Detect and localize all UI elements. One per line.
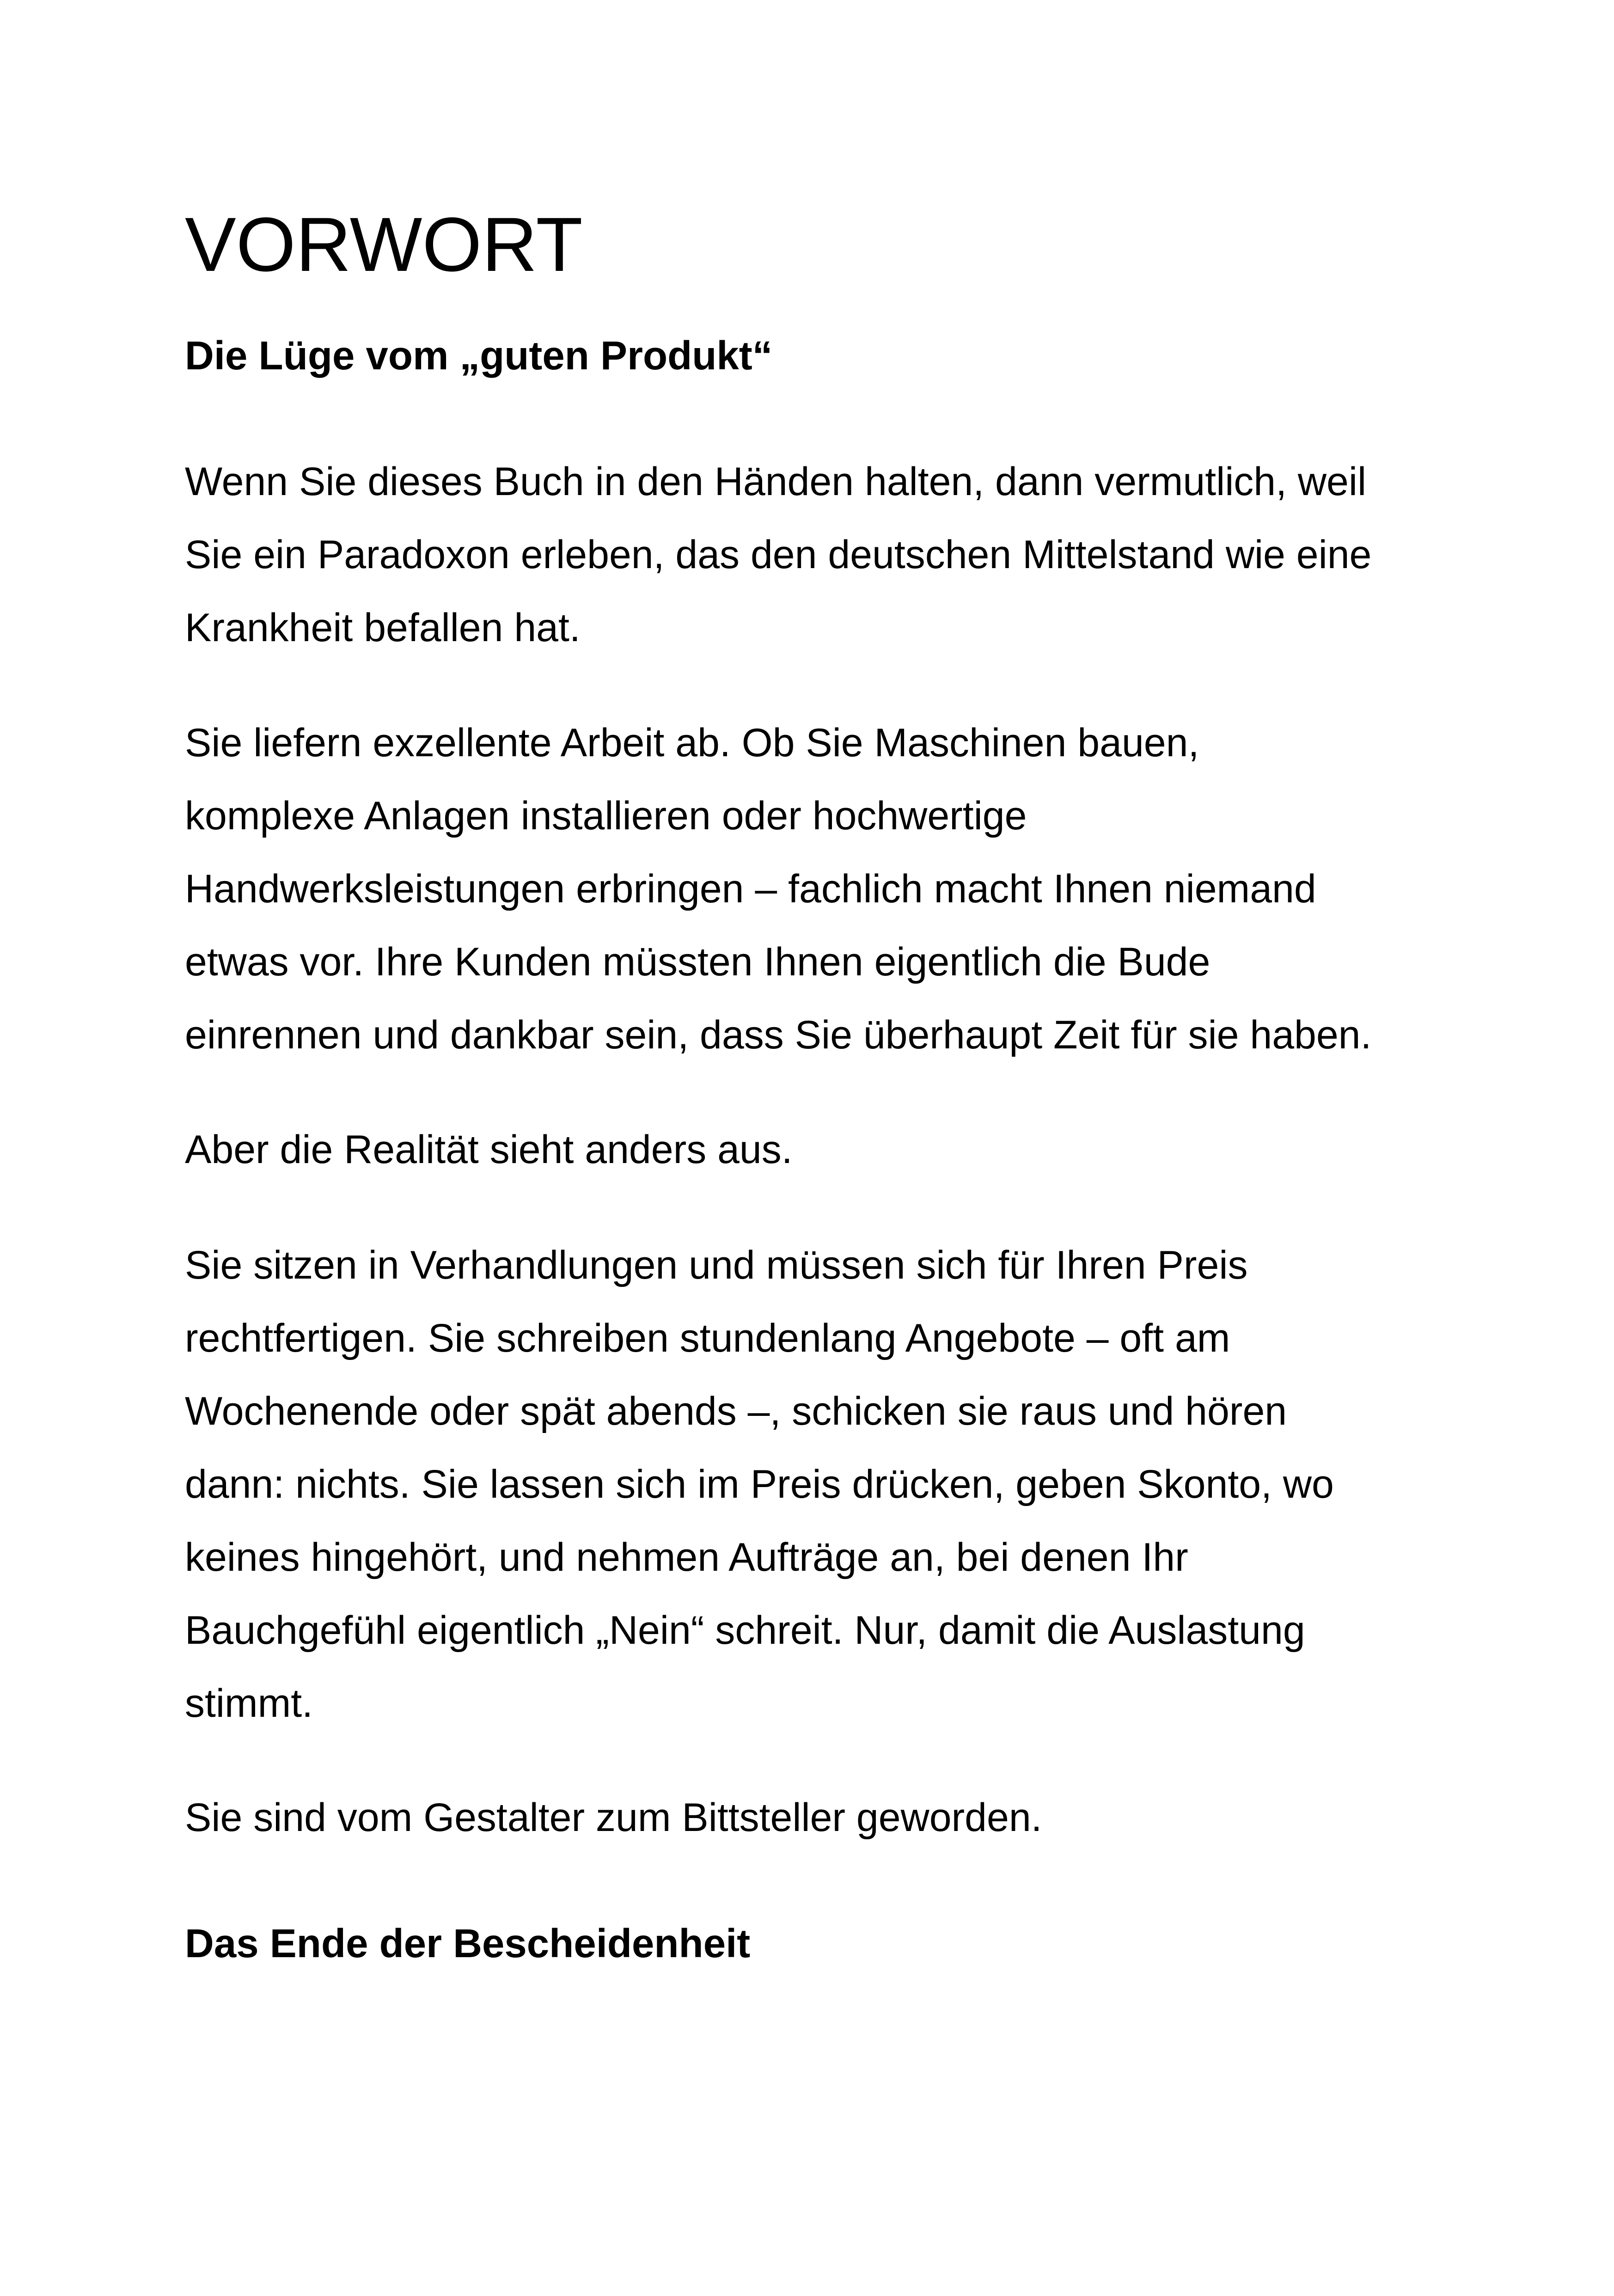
paragraph-line: Sie sind vom Gestalter zum Bittsteller geworden. bbox=[185, 1795, 1042, 1840]
paragraph-line: stimmt. bbox=[185, 1681, 313, 1726]
paragraph-line: keines hingehört, und nehmen Aufträge an, bei denen Ihr bbox=[185, 1535, 1188, 1580]
paragraph-1 bbox=[185, 445, 1371, 664]
paragraph-line: Handwerksleistungen erbringen – fachlich macht Ihnen niemand bbox=[185, 867, 1316, 911]
paragraph-line: etwas vor. Ihre Kunden müssten Ihnen eigentlich die Bude bbox=[185, 940, 1210, 984]
paragraph-line: dann: nichts. Sie lassen sich im Preis drücken, geben Skonto, wo bbox=[185, 1462, 1334, 1506]
paragraph-line: rechtfertigen. Sie schreiben stundenlang Angebote – oft am bbox=[185, 1316, 1230, 1360]
paragraph-line: Sie liefern exzellente Arbeit ab. Ob Sie Maschinen bauen, bbox=[185, 721, 1199, 765]
paragraph-2 bbox=[185, 706, 1371, 1071]
section-heading-bescheidenheit: Das Ende der Bescheidenheit bbox=[185, 1921, 751, 1966]
page-title: VORWORT bbox=[185, 202, 583, 288]
paragraph-line: Sie sitzen in Verhandlungen und müssen sich für Ihren Preis bbox=[185, 1243, 1248, 1287]
section-heading-luege: Die Lüge vom „guten Produkt“ bbox=[185, 333, 773, 378]
paragraph-4 bbox=[185, 1229, 1334, 1740]
paragraph-line: Wochenende oder spät abends –, schicken sie raus und hören bbox=[185, 1389, 1287, 1433]
paragraph-line: Krankheit befallen hat. bbox=[185, 606, 581, 650]
paragraph-line: einrennen und dankbar sein, dass Sie überhaupt Zeit für sie haben. bbox=[185, 1013, 1372, 1057]
paragraph-line: Sie ein Paradoxon erleben, das den deutschen Mittelstand wie eine bbox=[185, 533, 1372, 577]
paragraph-line: Aber die Realität sieht anders aus. bbox=[185, 1127, 793, 1172]
paragraph-line: Wenn Sie dieses Buch in den Händen halten, dann vermutlich, weil bbox=[185, 459, 1367, 504]
paragraph-3 bbox=[185, 1113, 793, 1186]
paragraph-5 bbox=[185, 1781, 1042, 1854]
paragraph-line: Bauchgefühl eigentlich „Nein“ schreit. Nur, damit die Auslastung bbox=[185, 1608, 1305, 1653]
paragraph-line: komplexe Anlagen installieren oder hochwertige bbox=[185, 794, 1027, 838]
